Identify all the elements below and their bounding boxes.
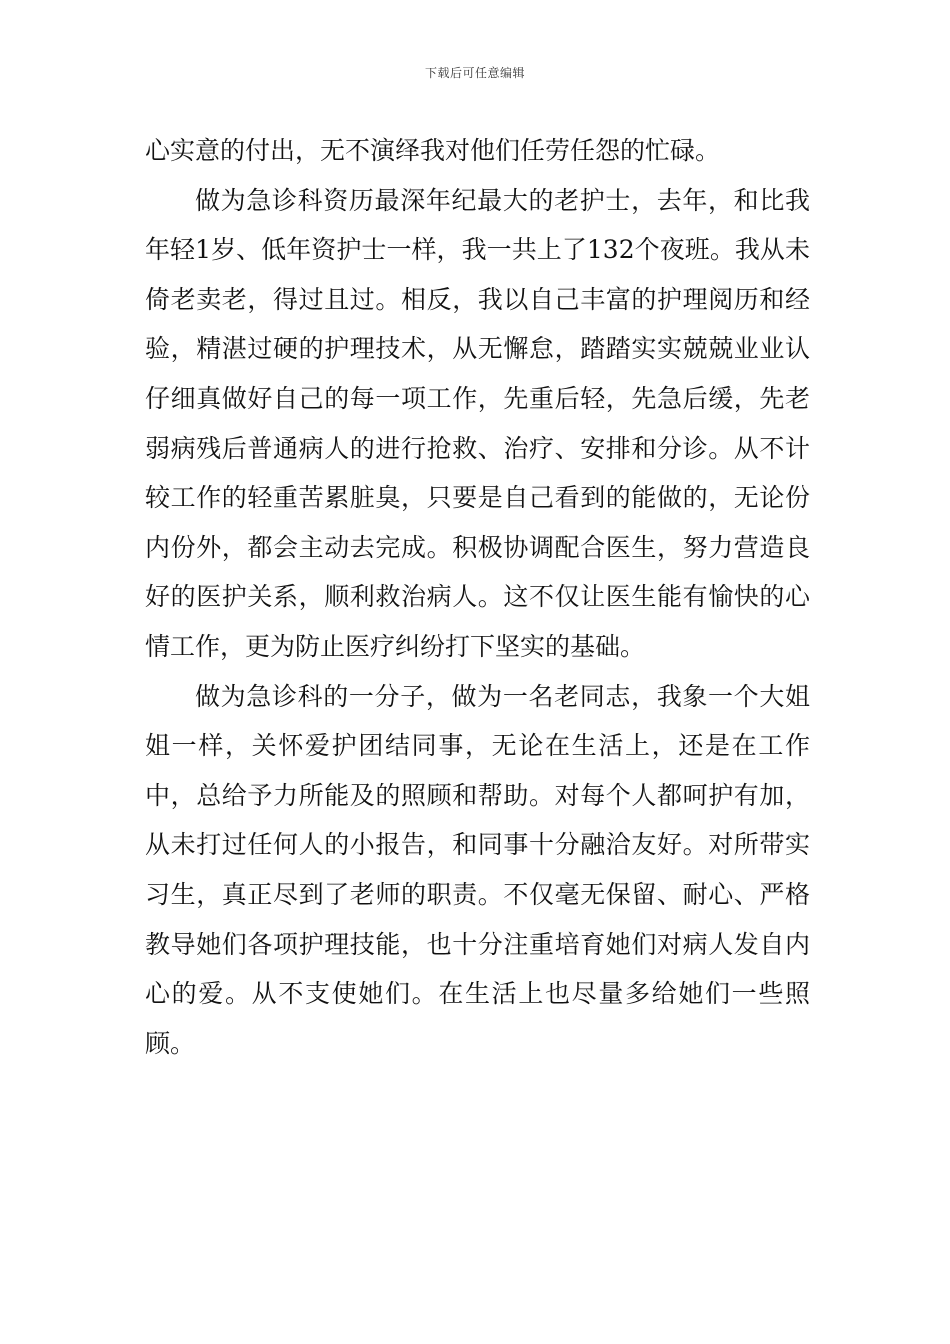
paragraph-continuation: 心实意的付出，无不演绎我对他们任劳任怨的忙碌。 — [145, 136, 721, 165]
document-body — [145, 126, 810, 1068]
paragraph-colleagues: 做为急诊科的一分子，做为一名老同志，我象一个大姐姐一样，关怀爱护团结同事，无论在生活上，还是在工作中，总给予力所能及的照顾和帮助。对每个人都呵护有加，从未打过任何人的小报告，和同事十分融洽友好。对所带实习生，真正尽到了老师的职责。不仅毫无保留、耐心、严格教导她们各项护理技能，也十分注重培育她们对病人发自内心的爱。从不支使她们。在生活上也尽量多给她们一些照顾。 — [145, 681, 810, 1058]
paragraph-night-shifts: 做为急诊科资历最深年纪最大的老护士，去年，和比我年轻1岁、低年资护士一样，我一共上了132个夜班。我从未倚老卖老，得过且过。相反，我以自己丰富的护理阅历和经验，精湛过硬的护理技术，从无懈怠，踏踏实实兢兢业业认仔细真做好自己的每一项工作，先重后轻，先急后缓，先老弱病残后普通病人的进行抢救、治疗、安排和分诊。从不计较工作的轻重苦累脏臭，只要是自己看到的能做的，无论份内份外，都会主动去完成。积极协调配合医生，努力营造良好的医护关系，顺利救治病人。这不仅让医生能有愉快的心情工作，更为防止医疗纠纷打下坚实的基础。 — [145, 185, 810, 661]
page-header: 下载后可任意编辑 — [424, 66, 525, 80]
